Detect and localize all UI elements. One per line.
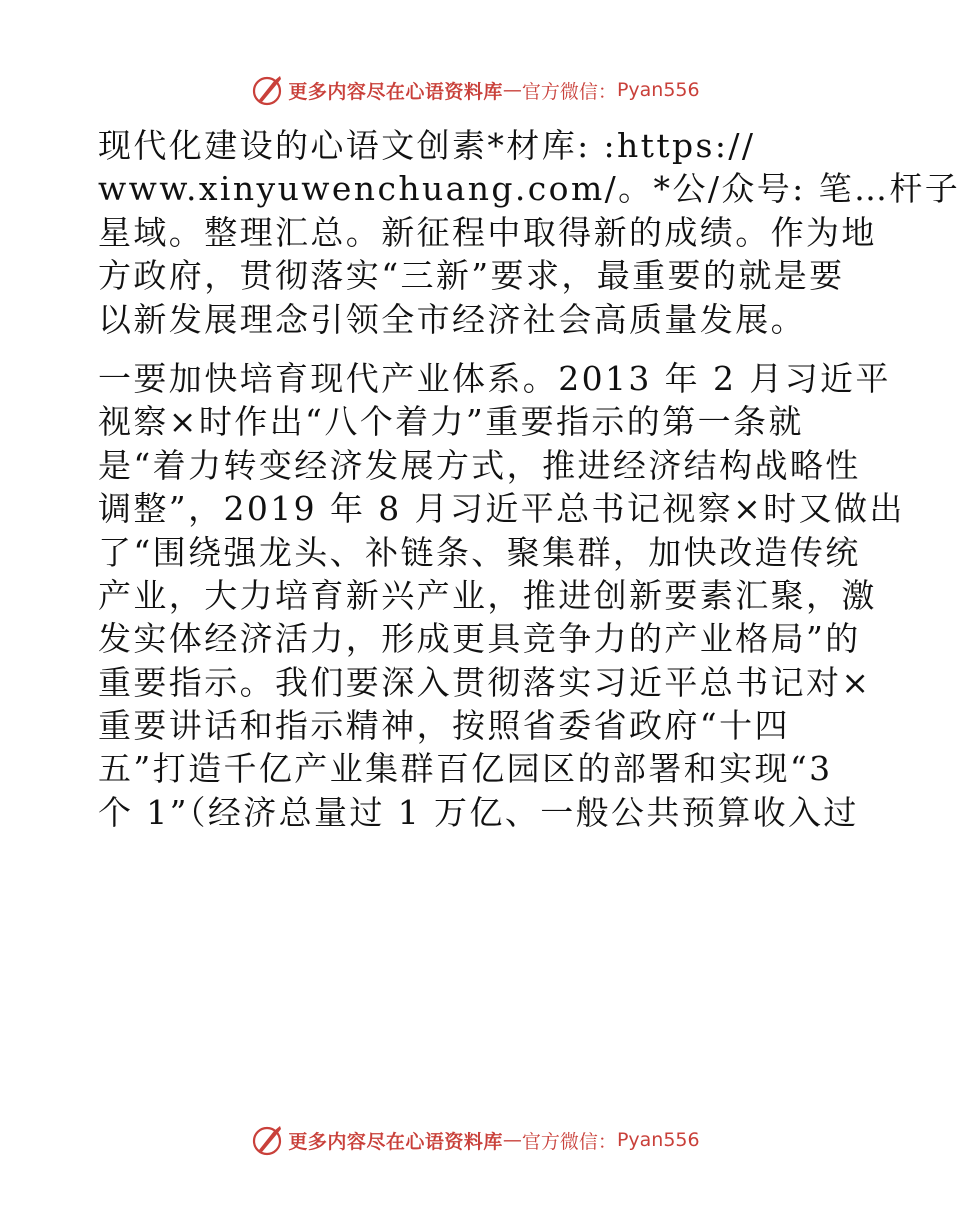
text-line: 以新发展理念引领全市经济社会高质量发展。 [98,299,806,339]
text-line: 星域。整理汇总。新征程中取得新的成绩。作为地 [98,212,877,252]
watermark-main-text: 更多内容尽在心语资料库 [288,1130,503,1153]
text-line: 方政府，贯彻落实“三新”要求，最重要的就是要 [98,256,845,296]
text-line: 了“围绕强龙头、补链条、聚集群，加快改造传统 [98,532,861,572]
paragraph-industry [98,357,905,834]
watermark-official-label: 官方微信： [521,1130,617,1153]
text-line: 重要指示。我们要深入贯彻落实习近平总书记对× [98,662,872,702]
text-line: 重要讲话和指示精神，按照省委省政府“十四 [98,706,790,746]
watermark-dash: — [502,79,522,101]
text-line: 产业，大力培育新兴产业，推进创新要素汇聚，激 [98,575,877,615]
quill-pen-logo-icon [250,73,284,107]
header-watermark [0,70,950,110]
text-line: 调整”，2019 年 8 月习近平总书记视察×时又做出 [98,489,905,529]
footer-watermark [0,1120,950,1160]
watermark-wechat-id: Pyan556 [616,1129,700,1151]
watermark-official-label: 官方微信： [521,80,617,103]
paragraph-intro [98,124,960,341]
text-line: 现代化建设的心语文创素*材库: :https:// [98,126,756,165]
text-line: 个 1”（经济总量过 1 万亿、一般公共预算收入过 [98,792,859,832]
text-line: www.xinyuwenchuang.com/。*公/众号: 笔…杆子 [98,169,960,209]
text-line: 一要加快培育现代产业体系。2013 年 2 月习近平 [98,358,891,398]
paragraph-gap [98,341,858,357]
text-line: 是“着力转变经济发展方式，推进经济结构战略性 [98,445,861,485]
quill-pen-logo-icon [250,1123,284,1157]
text-line: 发实体经济活力，形成更具竞争力的产业格局”的 [98,619,861,659]
watermark-wechat-id: Pyan556 [616,79,700,101]
text-line: 五”打造千亿产业集群百亿园区的部署和实现“3 [98,749,833,789]
text-line: 视察×时作出“八个着力”重要指示的第一条就 [98,402,804,442]
watermark-main-text: 更多内容尽在心语资料库 [288,80,503,103]
document-body [98,124,960,834]
watermark-dash: — [502,1129,522,1151]
